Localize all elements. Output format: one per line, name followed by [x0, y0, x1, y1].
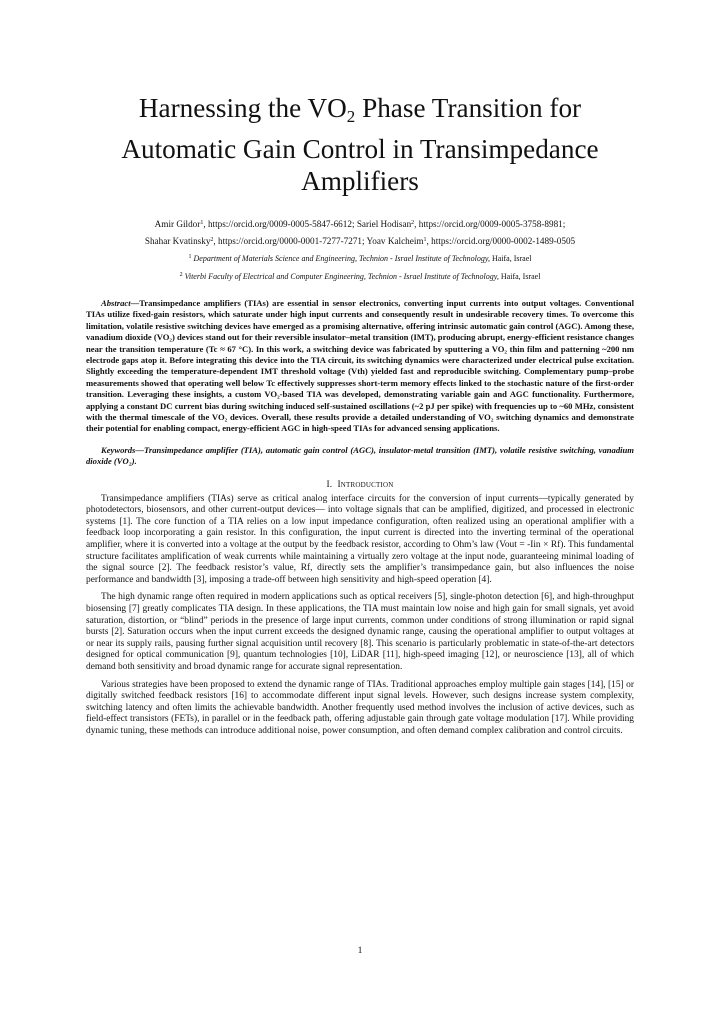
author-orcid: , https://orcid.org/0000-0001-7277-7271; [213, 236, 367, 246]
paragraph: Transimpedance amplifiers (TIAs) serve as critical analog interface circuits for the conversion of input currents—typically generated by photodetectors, biosensors, and other current-output devices— into voltage signals that can be amplified, digitized, and processed in electronic systems [1]. The core function of a TIA relies on a low input impedance configuration, often realized using an operational amplifier with a feedback loop incorporating a gain resistor. In this configuration, the input current is directed into the inverting terminal of the operational amplifier, where it is converted into a voltage at the output by the feedback resistor, according to Ohm’s law (Vout = -Iin × Rf). This fundamental structure facilitates amplification of weak currents while maintaining a virtually zero voltage at the input node, guaranteeing minimal loading of the signal source [2]. The feedback resistor’s value, Rf, directly sets the amplifier’s transimpedance gain, but also influences the noise performance and bandwidth [3], imposing a trade-off between high sensitivity and high-speed operation [4]. [86, 493, 634, 585]
keywords-text: Transimpedance amplifier (TIA), automatic gain control (AGC), insulator-metal transition (IMT), volatile resistive switching, vanadium dioxide (VO₂). [86, 444, 634, 467]
keywords-label: Keywords— [101, 444, 144, 455]
authors-line-2: Shahar Kvatinsky$^2$, https://orcid.org/0000-0001-7277-7271; Yoav Kalcheim$^1$, https://orcid.org/0000-0002-1489-0505 [144, 236, 576, 246]
author-name: Sariel Hodisan [356, 219, 412, 229]
page-number: 1 [357, 945, 363, 956]
paper-page [86, 92, 634, 744]
author-name: Shahar Kvatinsky [144, 236, 211, 246]
paragraph: Various strategies have been proposed to extend the dynamic range of TIAs. Traditional approaches employ multiple gain stages [14], [15] or digitally switched feedback resistors [16] to accommodate different input signal levels. However, such designs increase system complexity, switching latency and often limits the achievable bandwidth. Another frequently used method involves the inclusion of active devices, such as field-effect transistors (FETs), in parallel or in the feedback path, offering adjustable gain through gate voltage modulation [17]. While providing dynamic tuning, these methods can introduce additional noise, power consumption, and often demand complex calibration and control circuits. [86, 679, 634, 736]
affiliation-1: $^1$ Department of Materials Science and Engineering, Technion - Israel Institute of Technology, Haifa, Israel [188, 254, 532, 263]
author-name: Yoav Kalcheim [366, 236, 424, 246]
abstract-text: Transimpedance amplifiers (TIAs) are essential in sensor electronics, converting input currents into output voltages. Conventional TIAs utilize fixed-gain resistors, which saturate under high input currents and consequently result in undesirable recovery times. To overcome this limitation, volatile resistive switching devices have emerged as a promising alternative, offering intrinsic automatic gain control (AGC). Among these, vanadium dioxide (VO₂) devices stand out for their reversible insulator–metal transition (IMT), producing abrupt, energy-efficient resistance changes near the transition temperature (Tc ≈ 67 °C). In this work, a switching device was fabricated by sputtering a VO₂ thin film and patterning ~200 nm electrode gaps atop it. Before integrating this device into the TIA circuit, its switching dynamics were characterized under electrical pulse excitation. Slightly exceeding the temperature-dependent IMT threshold voltage (Vth) yielded fast and reproducible switching. Complementary pump–probe measurements showed that operating well below Tc effectively suppresses short-term memory effects linked to the stochastic nature of the first-order transition. Leveraging these insights, a custom VO₂-based TIA was developed, demonstrating variable gain and AGC functionality. Furthermore, applying a constant DC current bias during switching induced self-sustained oscillations (~2 pJ per spike) with frequencies up to ~60 MHz, consistent with the thermal timescale of the VO₂ devices. Overall, these results provide a detailed understanding of VO₂ switching dynamics and demonstrate their potential for enabling compact, energy-efficient AGC in high-speed TIAs for advanced sensing applications. [86, 298, 634, 434]
section-heading-introduction: I. Introduction [326, 479, 394, 490]
abstract [86, 298, 634, 435]
paragraph: The high dynamic range often required in modern applications such as optical receivers [5], single-photon detection [6], and high-throughput biosensing [7] greatly complicates TIA design. In these applications, the TIA must maintain low noise and high gain for small signals, yet avoid saturation, distortion, or “blind” periods in the presence of large input currents, common under conditions of strong illumination or rapid signal bursts [2]. Saturation occurs when the input current exceeds the designed dynamic range, causing the operational amplifier to output voltages at or near its supply rails, pausing further signal acquisition until recovery [8]. This scenario is particularly problematic in state-of-the-art detectors designed for optical communication [9], quantum technologies [10], LiDAR [11], high-speed imaging [12], or neuroscience [13], all of which demand both sensitivity and broad dynamic range for accurate signal representation. [86, 592, 634, 672]
abstract-label: Abstract— [101, 298, 140, 308]
author-orcid: , https://orcid.org/0000-0002-1489-0505 [426, 236, 576, 246]
author-orcid: , https://orcid.org/0009-0005-3758-8981; [414, 219, 566, 229]
affiliation-2: $^2$ Viterbi Faculty of Electrical and Computer Engineering, Technion - Israel Institute of Technology, Haifa, Israel [179, 272, 541, 281]
authors-line-1: Amir Gildor$^1$, https://orcid.org/0009-0005-5847-6612; Sariel Hodisan$^2$, https://orcid.org/0009-0005-3758-8981; [154, 219, 566, 229]
author-orcid: , https://orcid.org/0009-0005-5847-6612; [203, 219, 357, 229]
paper-title: Harnessing the $VO_2$ Phase Transition for Automatic Gain Control in Transimpedance Amplifiers [121, 93, 599, 196]
author-name: Amir Gildor [154, 219, 201, 229]
keywords [86, 445, 634, 468]
